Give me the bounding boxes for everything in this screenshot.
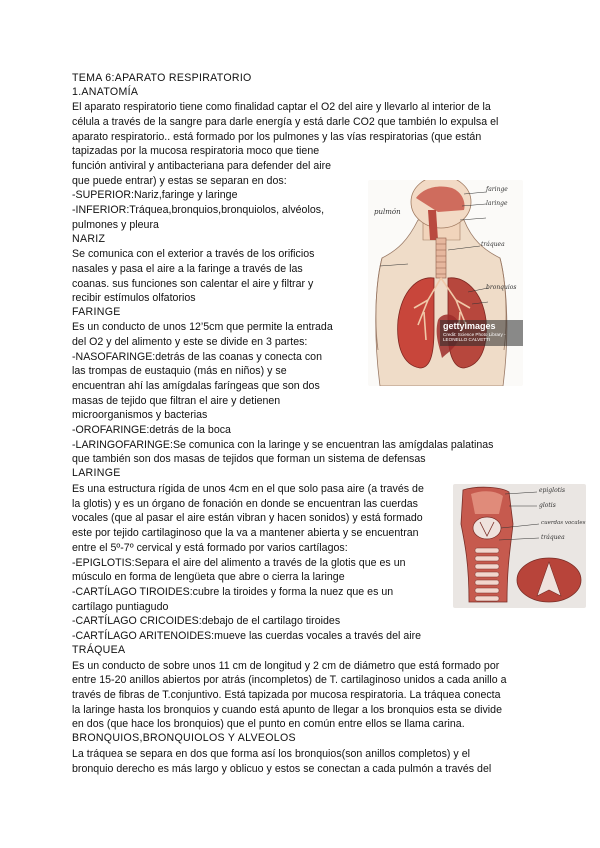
section-heading: LARINGE bbox=[72, 467, 121, 479]
section-heading: FARINGE bbox=[72, 306, 121, 318]
figure-label: bronquios bbox=[486, 284, 517, 291]
figure-label: tráquea bbox=[481, 241, 505, 248]
list-item: -LARINGOFARINGE:Se comunica con la laringe y se encuentran las amígdalas palatinas bbox=[72, 439, 494, 451]
section-heading: 1.ANATOMÍA bbox=[72, 86, 139, 98]
paragraph-line: en dos (que hace los bronquios) que el punto en común entre ellos se llama carina. bbox=[72, 718, 465, 730]
paragraph-line: la glotis) y es un órgano de fonación en donde se encuentran las cuerdas bbox=[72, 498, 418, 510]
paragraph-line: El aparato respiratorio tiene como finalidad captar el O2 del aire y llevarlo al interior de la bbox=[72, 101, 491, 113]
paragraph-line: la laringe hasta los bronquios y cuando está apunto de llegar a los bronquios esta se divide bbox=[72, 704, 502, 716]
watermark-credit: Credit: Science Photo Library - LEONELLO CALVETTI bbox=[443, 332, 506, 343]
list-item: -SUPERIOR:Nariz,faringe y laringe bbox=[72, 189, 238, 201]
list-item: -CARTÍLAGO TIROIDES:cubre la tiroides y forma la nuez que es un bbox=[72, 586, 394, 598]
paragraph-line: este por tejido cartilaginoso que la va a mantener abierta y se encuentran bbox=[72, 527, 419, 539]
paragraph-line: bronquio derecho es más largo y oblicuo y estos se conectan a cada pulmón a través del bbox=[72, 763, 492, 775]
paragraph-line: microorganismos y bacterias bbox=[72, 409, 208, 421]
paragraph-line: Es un conducto de sobre unos 11 cm de longitud y 2 cm de diámetro que está formado por bbox=[72, 660, 500, 672]
paragraph-line: del O2 y del alimento y este se divide en 3 partes: bbox=[72, 336, 308, 348]
list-item: -INFERIOR:Tráquea,bronquios,bronquiolos, alvéolos, bbox=[72, 204, 325, 216]
larynx-figure bbox=[453, 484, 586, 608]
paragraph-line: tapizadas por la mucosa respiratoria moco que tiene bbox=[72, 145, 320, 157]
figure-label: tráquea bbox=[541, 534, 565, 541]
paragraph-line: cartílago puntiagudo bbox=[72, 601, 169, 613]
paragraph-line: La tráquea se separa en dos que forma así los bronquios(son anillos completos) y el bbox=[72, 748, 470, 760]
paragraph-line: Es un conducto de unos 12’5cm que permite la entrada bbox=[72, 321, 333, 333]
paragraph-line: que puede entrar) y estas se separan en dos: bbox=[72, 175, 287, 187]
list-item: -OROFARINGE:detrás de la boca bbox=[72, 424, 231, 436]
list-item: -CARTÍLAGO ARITENOIDES:mueve las cuerdas vocales a través del aire bbox=[72, 630, 422, 642]
paragraph-line: través de fibras de T.conjuntivo. Está tapizada por mucosa respiratoria. La tráquea conecta bbox=[72, 689, 501, 701]
doc-title: TEMA 6:APARATO RESPIRATORIO bbox=[72, 72, 252, 84]
figure-label: pulmón bbox=[374, 208, 401, 216]
paragraph-line: que también son dos masas de tejidos que forman un sistema de defensas bbox=[72, 453, 426, 465]
figure-label: glotis bbox=[539, 502, 556, 509]
paragraph-line: coanas. sus funciones son calentar el aire y filtrar y bbox=[72, 278, 314, 290]
list-item: -CARTÍLAGO CRICOIDES:debajo de el cartilago tiroides bbox=[72, 615, 341, 627]
list-item: -EPIGLOTIS:Separa el aire del alimento a través de la glotis que es un bbox=[72, 557, 406, 569]
figure-label: epiglotis bbox=[539, 487, 566, 494]
figure-label: faringe bbox=[486, 186, 508, 193]
section-heading: BRONQUIOS,BRONQUIOLOS Y ALVEOLOS bbox=[72, 732, 296, 744]
paragraph-line: función antiviral y antibacteriana para defender del aire bbox=[72, 160, 332, 172]
paragraph-line: encuentran ahí las amígdalas faríngeas que son dos bbox=[72, 380, 320, 392]
figure-label: laringe bbox=[486, 200, 508, 207]
list-item: pulmones y pleura bbox=[72, 219, 159, 231]
paragraph-line: Se comunica con el exterior a través de los orificios bbox=[72, 248, 315, 260]
paragraph-line: Es una estructura rígida de unos 4cm en el que solo pasa aire (a través de bbox=[72, 483, 424, 495]
paragraph-line: vocales (que al pasar el aire están vibran y hacen sonidos) y está formado bbox=[72, 512, 423, 524]
paragraph-line: recibir estímulos olfatorios bbox=[72, 292, 196, 304]
watermark-brand: gettyimages bbox=[443, 321, 496, 331]
paragraph-line: aparato respiratorio.. está formado por los pulmones y las vías respiratorias (que están bbox=[72, 131, 482, 143]
larynx-illustration bbox=[453, 484, 586, 608]
paragraph-line: entre el 5º-7º cervical y está formado por varios cartílagos: bbox=[72, 542, 348, 554]
paragraph-line: músculo en forma de lengüeta que abre o cierra la laringe bbox=[72, 571, 345, 583]
list-item: -NASOFARINGE:detrás de las coanas y conecta con bbox=[72, 351, 323, 363]
paragraph-line: masas de tejido que filtran el aire y detienen bbox=[72, 395, 281, 407]
paragraph-line: las trompas de eustaquio (más en niños) y se bbox=[72, 365, 287, 377]
figure-label: cuerdas vocales bbox=[541, 520, 586, 526]
paragraph-line: célula a través de la sangre para darle energía y está darle CO2 que también lo expulsa el bbox=[72, 116, 499, 128]
paragraph-line: nasales y pasa el aire a la faringe a través de las bbox=[72, 263, 303, 275]
section-heading: NARIZ bbox=[72, 233, 106, 245]
respiratory-system-figure bbox=[368, 180, 523, 386]
paragraph-line: entre 15-20 anillos abiertos por atrás (incompletos) de T. cartilaginoso unidos a cada anillo a bbox=[72, 674, 507, 686]
section-heading: TRÁQUEA bbox=[72, 644, 126, 656]
